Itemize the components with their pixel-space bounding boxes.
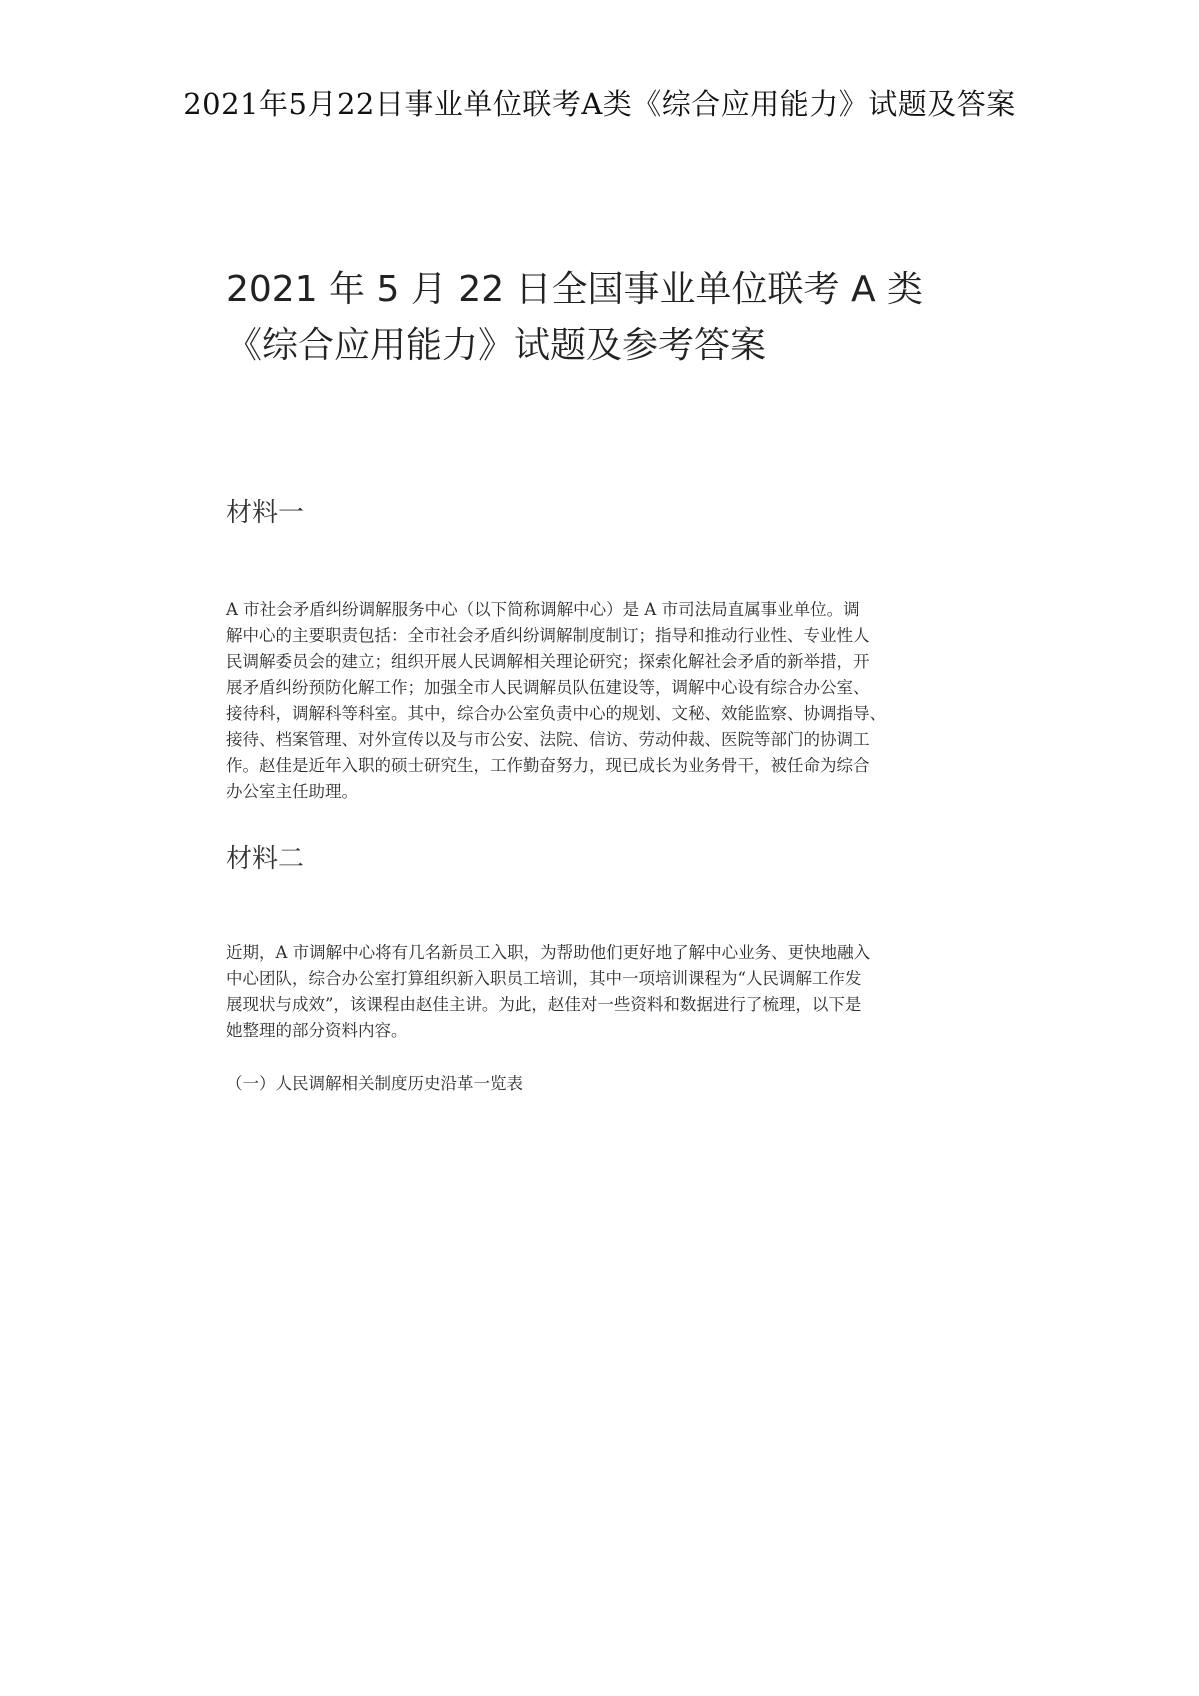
- section-heading-material-2: 材料二: [226, 844, 305, 874]
- section-heading-material-1: 材料一: [226, 498, 305, 528]
- paragraph-line: 接待科，调解科等科室。其中，综合办公室负责中心的规划、文秘、效能监察、协调指导、: [226, 704, 886, 723]
- paragraph-line: 办公室主任助理。: [226, 782, 358, 801]
- document-title: [226, 262, 986, 374]
- paragraph-line: 近期，A 市调解中心将有几名新员工入职，为帮助他们更好地了解中心业务、更快地融入: [226, 943, 871, 962]
- paragraph-line: 中心团队，综合办公室打算组织新入职员工培训，其中一项培训课程为“人民调解工作发: [226, 969, 862, 988]
- paragraph-line: 她整理的部分资料内容。: [226, 1021, 408, 1040]
- paragraph-line: 解中心的主要职责包括：全市社会矛盾纠纷调解制度制订；指导和推动行业性、专业性人: [226, 626, 870, 645]
- document-title-line-1: 2021 年 5 月 22 日全国事业单位联考 A 类: [226, 269, 924, 310]
- paragraph-line: 接待、档案管理、对外宣传以及与市公安、法院、信访、劳动仲裁、医院等部门的协调工: [226, 730, 870, 749]
- paragraph-line: 作。赵佳是近年入职的硕士研究生，工作勤奋努力，现已成长为业务骨干，被任命为综合: [226, 756, 870, 775]
- table-caption: （一）人民调解相关制度历史沿革一览表: [226, 1074, 523, 1093]
- page-header-title: 2021年5月22日事业单位联考A类《综合应用能力》试题及答案: [183, 87, 1016, 121]
- paragraph-line: 民调解委员会的建立；组织开展人民调解相关理论研究；探索化解社会矛盾的新举措，开: [226, 652, 870, 671]
- paragraph-line: A 市社会矛盾纠纷调解服务中心（以下简称调解中心）是 A 市司法局直属事业单位。调: [226, 600, 860, 619]
- paragraph-line: 展现状与成效”，该课程由赵佳主讲。为此，赵佳对一些资料和数据进行了梳理，以下是: [226, 995, 862, 1014]
- material-2-paragraph: [226, 940, 996, 1044]
- material-1-paragraph: [226, 597, 996, 805]
- paragraph-line: 展矛盾纠纷预防化解工作；加强全市人民调解员队伍建设等，调解中心设有综合办公室、: [226, 678, 870, 697]
- document-title-line-2: 《综合应用能力》试题及参考答案: [226, 325, 767, 366]
